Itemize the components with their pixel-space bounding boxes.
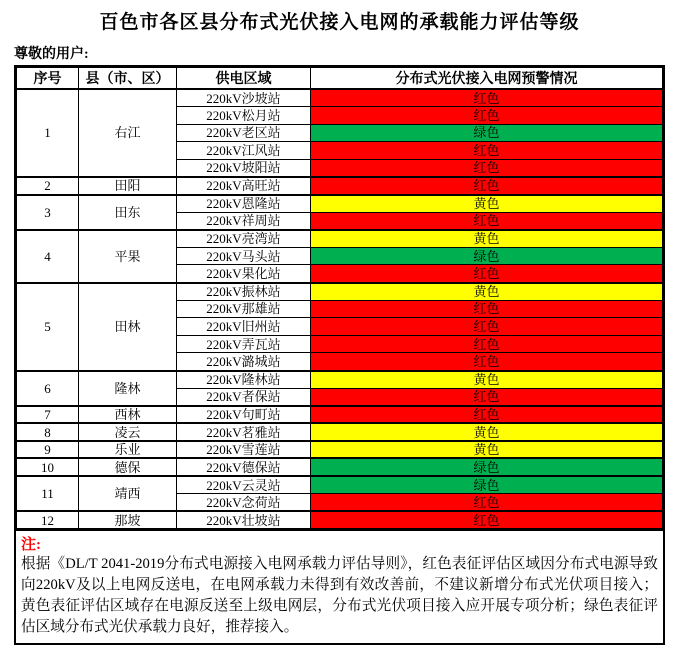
supply-area-cell: 220kV潞城站: [177, 353, 311, 371]
county-cell: 凌云: [79, 423, 177, 441]
serial-number-cell: 2: [17, 177, 79, 195]
serial-number-cell: 3: [17, 195, 79, 230]
warning-level-cell: 红色: [311, 89, 663, 107]
warning-level-cell: 红色: [311, 511, 663, 529]
supply-area-cell: 220kV者保站: [177, 388, 311, 406]
county-cell: 平果: [79, 230, 177, 283]
header-supply-area: 供电区域: [177, 68, 311, 90]
supply-area-cell: 220kV那雄站: [177, 300, 311, 318]
serial-number-cell: 1: [17, 89, 79, 177]
serial-number-cell: 9: [17, 441, 79, 459]
supply-area-cell: 220kV高旺站: [177, 177, 311, 195]
note-text: 根据《DL/T 2041-2019分布式电源接入电网承载力评估导则》，红色表征评估区域因分布式电源导致向220kV及以上电网反送电，在电网承载力未得到有效改善前，不建议新增分布式光伏项目接入；黄色表征评估区域存在电源反送至上级电网层，分布式光伏项目接入应开展专项分析；绿色表征评估区域分布式光伏承载力良好，推荐接入。: [21, 556, 658, 635]
warning-level-cell: 红色: [311, 353, 663, 371]
warning-level-cell: 黄色: [311, 283, 663, 301]
table-row: [17, 406, 663, 424]
warning-level-cell: 红色: [311, 318, 663, 336]
note-section: [16, 529, 663, 643]
table-row: [17, 511, 663, 529]
supply-area-cell: 220kV坡阳站: [177, 159, 311, 177]
serial-number-cell: 7: [17, 406, 79, 424]
county-cell: 隆林: [79, 371, 177, 406]
warning-level-cell: 黄色: [311, 371, 663, 389]
warning-level-cell: 黄色: [311, 423, 663, 441]
county-cell: 乐业: [79, 441, 177, 459]
county-cell: 田东: [79, 195, 177, 230]
supply-area-cell: 220kV振林站: [177, 283, 311, 301]
warning-level-cell: 红色: [311, 159, 663, 177]
header-serial-number: 序号: [17, 68, 79, 90]
warning-level-cell: 黄色: [311, 195, 663, 213]
assessment-box: [14, 65, 665, 645]
table-row: [17, 283, 663, 301]
warning-level-cell: 红色: [311, 406, 663, 424]
table-row: [17, 476, 663, 494]
supply-area-cell: 220kV沙坡站: [177, 89, 311, 107]
supply-area-cell: 220kV旧州站: [177, 318, 311, 336]
supply-area-cell: 220kV念荷站: [177, 494, 311, 512]
supply-area-cell: 220kV马头站: [177, 247, 311, 265]
serial-number-cell: 11: [17, 476, 79, 511]
warning-level-cell: 黄色: [311, 441, 663, 459]
warning-level-cell: 红色: [311, 335, 663, 353]
warning-level-cell: 黄色: [311, 230, 663, 248]
supply-area-cell: 220kV茗雅站: [177, 423, 311, 441]
table-header-row: [17, 68, 663, 90]
warning-level-cell: 红色: [311, 177, 663, 195]
warning-level-cell: 红色: [311, 107, 663, 125]
serial-number-cell: 4: [17, 230, 79, 283]
supply-area-cell: 220kV壮坡站: [177, 511, 311, 529]
serial-number-cell: 12: [17, 511, 79, 529]
table-row: [17, 423, 663, 441]
greeting-text: 尊敬的用户:: [14, 47, 89, 62]
table-row: [17, 195, 663, 213]
warning-level-cell: 红色: [311, 212, 663, 230]
supply-area-cell: 220kV江风站: [177, 142, 311, 160]
page-title: 百色市各区县分布式光伏接入电网的承载能力评估等级: [99, 12, 580, 33]
warning-level-cell: 红色: [311, 265, 663, 283]
warning-level-cell: 绿色: [311, 476, 663, 494]
warning-level-cell: 红色: [311, 300, 663, 318]
supply-area-cell: 220kV弄瓦站: [177, 335, 311, 353]
table-row: [17, 89, 663, 107]
header-warning-status: 分布式光伏接入电网预警情况: [311, 68, 663, 90]
supply-area-cell: 220kV祥周站: [177, 212, 311, 230]
note-label: 注:: [21, 537, 41, 554]
warning-level-cell: 红色: [311, 494, 663, 512]
table-row: [17, 371, 663, 389]
station-table-body: [17, 89, 663, 529]
serial-number-cell: 8: [17, 423, 79, 441]
county-cell: 那坡: [79, 511, 177, 529]
warning-level-cell: 绿色: [311, 247, 663, 265]
supply-area-cell: 220kV德保站: [177, 458, 311, 476]
supply-area-cell: 220kV雪莲站: [177, 441, 311, 459]
warning-level-cell: 红色: [311, 388, 663, 406]
header-county: 县（市、区）: [79, 68, 177, 90]
county-cell: 德保: [79, 458, 177, 476]
county-cell: 靖西: [79, 476, 177, 511]
table-row: [17, 441, 663, 459]
supply-area-cell: 220kV老区站: [177, 124, 311, 142]
supply-area-cell: 220kV隆林站: [177, 371, 311, 389]
warning-level-cell: 绿色: [311, 458, 663, 476]
county-cell: 右江: [79, 89, 177, 177]
serial-number-cell: 6: [17, 371, 79, 406]
supply-area-cell: 220kV恩隆站: [177, 195, 311, 213]
supply-area-cell: 220kV亮湾站: [177, 230, 311, 248]
supply-area-cell: 220kV句町站: [177, 406, 311, 424]
serial-number-cell: 10: [17, 458, 79, 476]
supply-area-cell: 220kV松月站: [177, 107, 311, 125]
county-cell: 西林: [79, 406, 177, 424]
serial-number-cell: 5: [17, 283, 79, 371]
county-cell: 田阳: [79, 177, 177, 195]
county-cell: 田林: [79, 283, 177, 371]
table-row: [17, 230, 663, 248]
table-row: [17, 458, 663, 476]
assessment-table: [16, 67, 663, 529]
supply-area-cell: 220kV云灵站: [177, 476, 311, 494]
warning-level-cell: 绿色: [311, 124, 663, 142]
warning-level-cell: 红色: [311, 142, 663, 160]
table-row: [17, 177, 663, 195]
supply-area-cell: 220kV果化站: [177, 265, 311, 283]
